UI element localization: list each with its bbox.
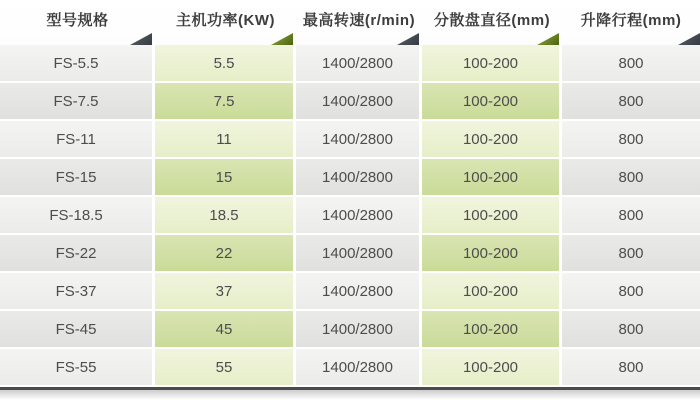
table-cell: 1400/2800 — [296, 349, 422, 385]
table-cell: 100-200 — [422, 121, 562, 157]
table-row — [0, 235, 700, 271]
table-cell: 100-200 — [422, 83, 562, 119]
table-row — [0, 45, 700, 81]
table-cell: 100-200 — [422, 197, 562, 233]
table-cell: 11 — [155, 121, 296, 157]
table-row — [0, 159, 700, 195]
table-cell: 7.5 — [155, 83, 296, 119]
corner-triangle-icon — [537, 33, 559, 45]
table-cell: 800 — [562, 159, 700, 195]
column-header-label: 最高转速(r/min) — [302, 12, 416, 29]
column-header-stroke — [562, 0, 700, 45]
column-header-label: 升降行程(mm) — [580, 12, 682, 29]
table-cell: FS-55 — [0, 349, 155, 385]
table-cell: 1400/2800 — [296, 273, 422, 309]
table-cell: 1400/2800 — [296, 311, 422, 347]
table-cell: FS-22 — [0, 235, 155, 271]
column-header-label: 主机功率(KW) — [176, 12, 275, 29]
table-cell: 800 — [562, 83, 700, 119]
table-cell: 1400/2800 — [296, 121, 422, 157]
table-cell: 55 — [155, 349, 296, 385]
table-cell: 800 — [562, 121, 700, 157]
table-cell: 800 — [562, 235, 700, 271]
table-row — [0, 121, 700, 157]
table-cell: FS-7.5 — [0, 83, 155, 119]
table-cell: FS-15 — [0, 159, 155, 195]
table-body — [0, 45, 700, 385]
table-cell: 1400/2800 — [296, 197, 422, 233]
table-row — [0, 197, 700, 233]
table-row — [0, 349, 700, 385]
table-cell: 800 — [562, 349, 700, 385]
corner-triangle-icon — [130, 33, 152, 45]
table-row — [0, 273, 700, 309]
table-header-row — [0, 0, 700, 45]
table-cell: FS-18.5 — [0, 197, 155, 233]
table-cell: 100-200 — [422, 159, 562, 195]
table-cell: 100-200 — [422, 273, 562, 309]
column-header-label: 分散盘直径(mm) — [433, 12, 551, 29]
table-cell: 1400/2800 — [296, 235, 422, 271]
table-cell: 1400/2800 — [296, 159, 422, 195]
table-cell: 37 — [155, 273, 296, 309]
table-cell: 800 — [562, 45, 700, 81]
table-cell: 100-200 — [422, 45, 562, 81]
table-cell: FS-45 — [0, 311, 155, 347]
corner-triangle-icon — [397, 33, 419, 45]
table-row — [0, 83, 700, 119]
table-cell: FS-37 — [0, 273, 155, 309]
table-drop-shadow — [0, 390, 700, 400]
table-cell: 100-200 — [422, 349, 562, 385]
table-cell: 100-200 — [422, 235, 562, 271]
corner-triangle-icon — [271, 33, 293, 45]
table-cell: 18.5 — [155, 197, 296, 233]
column-header-speed — [296, 0, 422, 45]
table-cell: FS-5.5 — [0, 45, 155, 81]
column-header-diameter — [422, 0, 562, 45]
column-header-model — [0, 0, 155, 45]
column-header-label: 型号规格 — [46, 12, 109, 29]
table-cell: 5.5 — [155, 45, 296, 81]
corner-triangle-icon — [678, 33, 700, 45]
table-row — [0, 311, 700, 347]
table-cell: 100-200 — [422, 311, 562, 347]
table-cell: 800 — [562, 273, 700, 309]
table-cell: 15 — [155, 159, 296, 195]
table-cell: 45 — [155, 311, 296, 347]
table-cell: 1400/2800 — [296, 83, 422, 119]
table-cell: 800 — [562, 197, 700, 233]
table-cell: FS-11 — [0, 121, 155, 157]
table-cell: 800 — [562, 311, 700, 347]
table-cell: 1400/2800 — [296, 45, 422, 81]
table-cell: 22 — [155, 235, 296, 271]
column-header-power — [155, 0, 296, 45]
